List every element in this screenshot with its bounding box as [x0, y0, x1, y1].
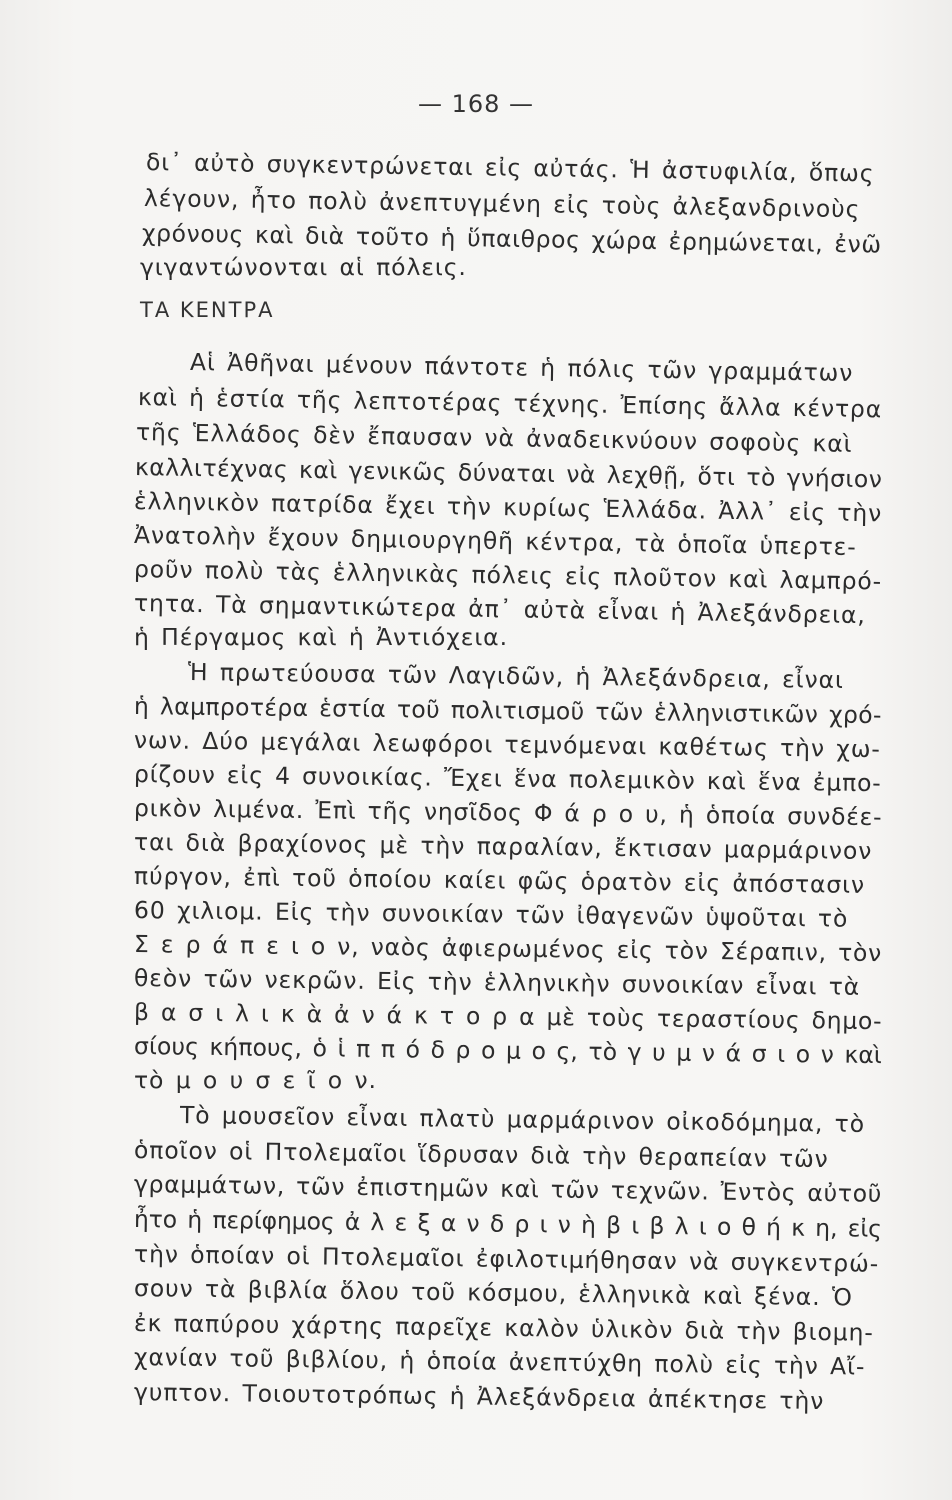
text-line: καὶ ἡ ἑστία τῆς λεπτοτέρας τέχνης. Ἐπίσης ἄλλα κέντρα [137, 383, 883, 424]
text-line: ται διὰ βραχίονος μὲ τὴν παραλίαν, ἔκτισαν μαρμάρινον [133, 828, 873, 866]
section-heading: ΤΑ ΚΕΝΤΡΑ [140, 298, 275, 322]
text-line: ρίζουν εἰς 4 συνοικίας. Ἔχει ἕνα πολεμικὸν καὶ ἕνα ἐμπο- [133, 760, 882, 798]
text-line: ρικὸν λιμένα. Ἐπὶ τῆς νησῖδος Φ ά ρ ο υ, ἡ ὁποία συνδέε- [133, 794, 883, 832]
text-line: λέγουν, ἦτο πολὺ ἀνεπτυγμένη εἰς τοὺς ἀλεξανδρινοὺς [143, 184, 861, 224]
text-line: τὴν ὁποίαν οἱ Πτολεμαῖοι ἐφιλοτιμήθησαν νὰ συγκεντρώ- [133, 1240, 880, 1278]
text-line: γραμμάτων, τῶν ἐπιστημῶν καὶ τῶν τεχνῶν. Ἐντὸς αὐτοῦ [133, 1170, 883, 1208]
text-line: Τὸ μουσεῖον εἶναι πλατὺ μαρμάρινον οἰκοδόμημα, τὸ [179, 1101, 866, 1138]
text-line: πύργον, ἐπὶ τοῦ ὁποίου καίει φῶς ὁρατὸν εἰς ἀπόστασιν [133, 862, 866, 899]
text-line: ροῦν πολὺ τὰς ἑλληνικὰς πόλεις εἰς πλοῦτον καὶ λαμπρό- [133, 555, 883, 596]
text-line: ἐκ παπύρου χάρτης παρεῖχε καλὸν ὑλικὸν διὰ τὴν βιομη- [133, 1309, 874, 1347]
text-line: γιγαντώνονται αἱ πόλεις. [140, 253, 467, 281]
text-line: γυπτον. Τοιουτοτρόπως ἡ Ἀλεξάνδρεια ἀπέκτησε τὴν [133, 1378, 825, 1416]
text-line: τῆς Ἑλλάδος δὲν ἔπαυσαν νὰ ἀναδεικνύουν σοφοὺς καὶ [135, 418, 853, 458]
text-line: Αἱ Ἀθῆναι μένουν πάντοτε ἡ πόλις τῶν γραμμάτων [189, 348, 854, 387]
text-line: ἡ λαμπροτέρα ἑστία τοῦ πολιτισμοῦ τῶν ἑλληνιστικῶν χρό- [133, 692, 882, 730]
text-line: νων. Δύο μεγάλαι λεωφόροι τεμνόμεναι καθέτως τὴν χω- [133, 726, 881, 764]
text-line: σίους κήπους, ὁ ἱ π π ό δ ρ ο μ ο ς, τὸ γ υ μ ν ά σ ι ο ν καὶ [133, 1032, 883, 1070]
text-line: δι᾽ αὐτὸ συγκεντρώνεται εἰς αὐτάς. Ἡ ἀστυφιλία, ὅπως [145, 148, 875, 188]
text-line: ἑλληνικὸν πατρίδα ἔχει τὴν κυρίως Ἑλλάδα. Ἀλλ᾽ εἰς τὴν [133, 487, 883, 528]
text-line: σουν τὰ βιβλία ὅλου τοῦ κόσμου, ἑλληνικὰ καὶ ξένα. Ὁ [133, 1274, 853, 1312]
text-line: ὁποῖον οἱ Πτολεμαῖοι ἵδρυσαν διὰ τὴν θεραπείαν τῶν [133, 1136, 829, 1174]
text-line: Ἡ πρωτεύουσα τῶν Λαγιδῶν, ἡ Ἀλεξάνδρεια, εἶναι [187, 658, 844, 695]
text-line: χρόνους καὶ διὰ τοῦτο ἡ ὕπαιθρος χώρα ἐρημώνεται, ἐνῶ [141, 219, 882, 259]
text-line: ἦτο ἡ περίφημος ἀ λ ε ξ α ν δ ρ ι ν ὴ β ι β λ ι ο θ ή κ η, εἰς [133, 1205, 882, 1243]
text-line: θεὸν τῶν νεκρῶν. Εἰς τὴν ἑλληνικὴν συνοικίαν εἶναι τὰ [133, 964, 861, 1001]
text-line: καλλιτέχνας καὶ γενικῶς δύναται νὰ λεχθῇ, ὅτι τὸ γνήσιον [134, 453, 883, 494]
text-line: β α σ ι λ ι κ ὰ ἀ ν ά κ τ ο ρ α μὲ τοὺς τεραστίους δημο- [133, 998, 883, 1036]
page-number: — 168 — [417, 90, 535, 118]
text-line: Ἀνατολὴν ἔχουν δημιουργηθῆ κέντρα, τὰ ὁποῖα ὑπερτε- [133, 521, 857, 561]
text-line: ἡ Πέργαμος καὶ ἡ Ἀντιόχεια. [134, 623, 508, 651]
text-line: χανίαν τοῦ βιβλίου, ἡ ὁποία ἀνεπτύχθη πολὺ εἰς τὴν Αἴ- [133, 1343, 866, 1381]
text-line: τὸ μ ο υ σ ε ῖ ο ν. [134, 1066, 377, 1094]
text-line: Σ ε ρ ά π ε ι ο ν, ναὸς ἀφιερωμένος εἰς τὸν Σέραπιν, τὸν [133, 930, 883, 968]
text-line: 60 χιλιομ. Εἰς τὴν συνοικίαν τῶν ἰθαγενῶν ὑψοῦται τὸ [133, 896, 849, 933]
text-line: τητα. Τὰ σημαντικώτερα ἀπ᾽ αὐτὰ εἶναι ἡ Ἀλεξάνδρεια, [133, 589, 867, 630]
